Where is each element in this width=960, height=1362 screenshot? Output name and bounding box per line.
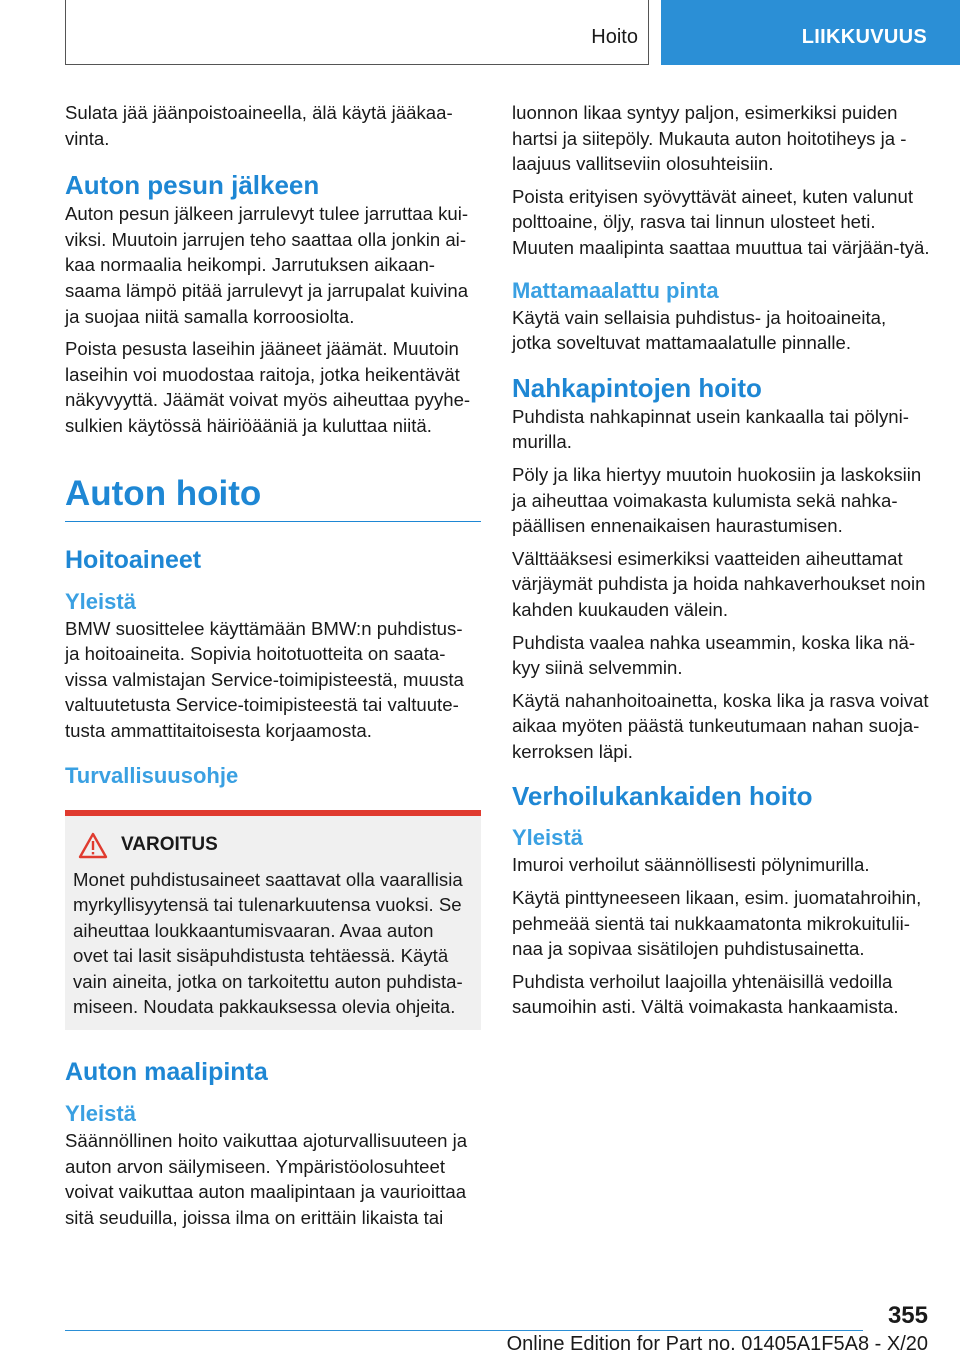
paragraph-upholstery-2: Käytä pinttyneeseen likaan, esim. juomatahroihin, pehmeää sientä tai nukkaamatonta mikrokuitulii-naa ja sopivaa sisätilojen puhdistusainetta. [512,887,922,960]
right-column [512,100,930,1027]
paragraph-leather-2: Pöly ja lika hiertyy muutoin huokosiin ja laskoksiin ja aiheuttaa voimakasta kulumista sekä nahka-päällisen ennenaikaisen haurastumisen. [512,463,922,537]
header-chapter-tab[interactable] [661,0,960,65]
paragraph-paint: Säännöllinen hoito vaikuttaa ajoturvallisuuteen ja auton arvon säilymiseen. Ympäristöolosuhteet voivat vaikuttaa auton maalipintaan ja vaurioittaa sitä seuduilla, joissa ilma on erittäin likaista tai [65,1130,468,1228]
heading-care-products: Hoitoaineet [65,545,202,574]
chapter-title: Auton hoito [65,473,262,513]
paragraph-leather-4: Puhdista vaalea nahka useammin, koska lika nä-kyy siinä selvemmin. [512,631,916,679]
paragraph-upholstery-3: Puhdista verhoilut laajoilla yhtenäisillä vedoilla saumoihin asti. Vältä voimakasta hankaamista. [512,970,899,1018]
chapter-title-block [65,473,481,522]
warning-box [65,810,481,1031]
paragraph-wash-glass: Poista pesusta laseihin jääneet jäämät. Muutoin laseihin voi muodostaa raitoja, jotka heikentävät näkyvyyttä. Jäämät voivat myös aiheuttaa pyyhe-sulkien käytössä häiriöääniä ja kuluttaa niitä. [65,338,471,436]
heading-leather: Nahkapintojen hoito [512,372,762,403]
paragraph-wash-brakes: Auton pesun jälkeen jarrulevyt tulee jarruttaa kui-viksi. Muutoin jarrujen teho saattaa olla jonkin ai-kaa normaalia heikompi. Jarrutuksen aikaan-saama lämpö pitää jarrulevyt ja jarrupalat kuivina ja suojaa niitä samalla korroosiolta. [65,203,469,327]
paragraph-leather-3: Välttääksesi esimerkiksi vaatteiden aiheuttamat värjäymät puhdista ja hoida nahkaverhoukset noin kahden kuukauden välein. [512,547,926,620]
header-chapter-label: LIIKKUVUUS [801,26,927,48]
heading-upholstery: Verhoilukankaiden hoito [512,781,813,812]
warning-text: Monet puhdistusaineet saattavat olla vaarallisia myrkyllisyytensä tai tulenarkuutensa vuoksi. Se aiheuttaa loukkaantumisvaaran. Avaa auton ovet tai lasit sisäpuhdistusta tehtäessä. Käytä vain aineita, jotka on tarkoitettu auton puhdista-miseen. Noudata pakkauksessa olevia ohjeita. [73,868,463,1018]
paragraph-corrosive: Poista erityisen syövyttävät aineet, kuten valunut polttoaine, öljy, rasva tai linnun ulosteet heti. Muuten maalipinta saattaa muuttua tai värjään-tyä. [512,185,930,258]
heading-safety-note: Turvallisuusohje [65,762,239,788]
paragraph-care-products: BMW suosittelee käyttämään BMW:n puhdistus- ja hoitoaineita. Sopivia hoitotuotteita on saata-vissa valmistajan Service-toimipisteestä, muusta valtuutetusta Service-toimipisteestä tai valtuute-tusta ammattitaitoisesta korjaamosta. [65,617,464,741]
header-section-title: Hoito [591,26,638,48]
warning-title: VAROITUS [121,834,218,855]
page-number: 355 [887,1302,928,1329]
paragraph-paint-continued: luonnon likaa syntyy paljon, esimerkiksi puiden hartsi ja siitepöly. Mukauta auton hoitotiheys ja -laajuus vallitseviin olosuhteisiin. [512,102,907,175]
paragraph-leather-5: Käytä nahanhoitoainetta, koska lika ja rasva voivat aikaa myöten päästä tunkeutumaan nahan suoja-kerroksen läpi. [512,689,929,762]
heading-matte-paint: Mattamaalattu pinta [512,277,719,303]
heading-after-wash: Auton pesun jälkeen [65,170,320,201]
warning-header [73,832,472,859]
paragraph-intro: Sulata jää jäänpoistoaineella, älä käytä jääkaa-vinta. [65,102,453,149]
heading-paint: Auton maalipinta [65,1058,268,1087]
heading-general-1: Yleistä [65,588,136,614]
paragraph-upholstery-1: Imuroi verhoilut säännöllisesti pölynimurilla. [512,854,870,876]
heading-general-3: Yleistä [512,825,583,851]
left-column [65,100,481,1237]
paragraph-leather-1: Puhdista nahkapinnat usein kankaalla tai pölyni-murilla. [512,405,909,453]
footer-divider [65,1330,863,1331]
paragraph-matte: Käytä vain sellaisia puhdistus- ja hoitoaineita, jotka soveltuvat mattamaalatulle pinnalle. [512,306,887,354]
warning-triangle-icon [77,832,109,859]
heading-general-2: Yleistä [65,1101,136,1127]
edition-note: Online Edition for Part no. 01405A1F5A8 - X/20 [506,1333,928,1355]
